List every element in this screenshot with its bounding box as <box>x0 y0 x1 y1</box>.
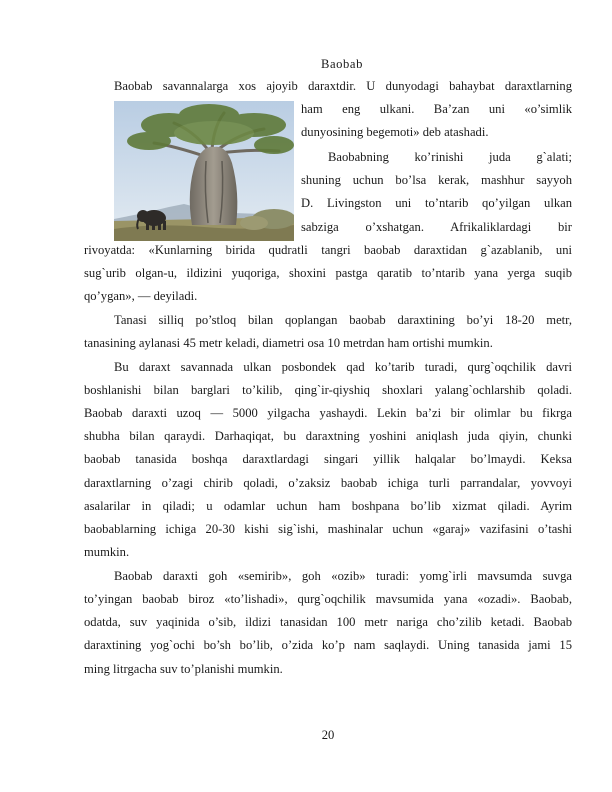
baobab-tree-illustration <box>114 101 294 241</box>
text-line: Baobabning ko’rinishi juda g`alati; <box>328 150 572 164</box>
text-line: Bu daraxt savannada ulkan posbondek qad ko’tarib turadi, qurg`oqchilik davri <box>114 360 572 374</box>
text-line: to’yingan baobab biroz «to’lishadi», qurg`oqchilik mavsumida yana «ozadi». Baobab, <box>84 592 572 606</box>
text-line: daraxtlarning o’zagi chirib qoladi, o’zaksiz baobab ichiga turli parrandalar, yovvoyi <box>84 476 572 490</box>
text-line: Baobab savannalarga xos ajoyib daraxtdir. U dunyodagi bahaybat daraxtlarning <box>114 79 572 93</box>
text-line: odatda, suv yaqinida o’sib, ildizi tanasidan 100 metr nariga cho’zilib ketadi. Baobab <box>84 615 572 629</box>
text-line: Tanasi silliq po’stloq bilan qoplangan baobab daraxtining bo’yi 18-20 metr, <box>114 313 572 327</box>
text-line: qo’ygan», — deyiladi. <box>84 289 198 303</box>
text-line: dunyosining begemoti» deb atashadi. <box>301 125 489 139</box>
text-line: sabziga o’xshatgan. Afrikaliklardagi bir <box>301 220 572 234</box>
text-line: shubha bilan qaraydi. Darhaqiqat, bu daraxtning yoshini aniqlash juda qiyin, chunki <box>84 429 572 443</box>
text-line: asalarilar in qiladi; u odamlar uchun ham boshpana bo’lib xizmat qiladi. Ayrim <box>84 499 572 513</box>
text-line: ming litrgacha suv to’planishi mumkin. <box>84 662 283 676</box>
text-line: ham eng ulkani. Ba’zan uni «o’simlik <box>301 102 572 116</box>
text-line: sug`urib olgan-u, ildizini yuqoriga, shoxini pastga qaratib to’ntarib yana yerga suqib <box>84 266 572 280</box>
page-number: 20 <box>321 728 335 742</box>
text-line: baobab tanasida boshqa daraxtlardagi singari yillik halqalar bo’lmaydi. Keksa <box>84 452 572 466</box>
page-title: Baobab <box>320 57 364 71</box>
text-line: daraxtining yog`ochi bo’sh bo’lib, o’zida ko’p nam saqlaydi. Uning tanasida jami 15 <box>84 638 572 652</box>
text-line: rivoyatda: «Kunlarning birida qudratli tangri baobab daraxtidan g`azablanib, uni <box>84 243 572 257</box>
text-line: boshlanishi bilan barglari to’kilib, qing`ir-qiyshiq shoxlari yalang`ochlarshib qoladi. <box>84 383 572 397</box>
text-line: Baobab daraxti uzoq — 5000 yilgacha yashaydi. Lekin ba’zi bir olimlar bu fikrga <box>84 406 572 420</box>
text-line: tanasining aylanasi 45 metr keladi, diametri osa 10 metrdan ham ortishi mumkin. <box>84 336 493 350</box>
text-line: D. Livingston uni to’ntarib qo’yilgan ulkan <box>301 196 572 210</box>
text-line: shuning uchun bo’lsa kerak, mashhur sayyoh <box>301 173 572 187</box>
baobab-photo <box>114 101 294 241</box>
text-line: mumkin. <box>84 545 130 559</box>
text-line: baobablarning ichiga 20-30 kishi sig`ishi, mashinalar uchun «garaj» vazifasini o’tashi <box>84 522 572 536</box>
text-line: Baobab daraxti goh «semirib», goh «ozib» turadi: yomg`irli mavsumda suvga <box>114 569 572 583</box>
